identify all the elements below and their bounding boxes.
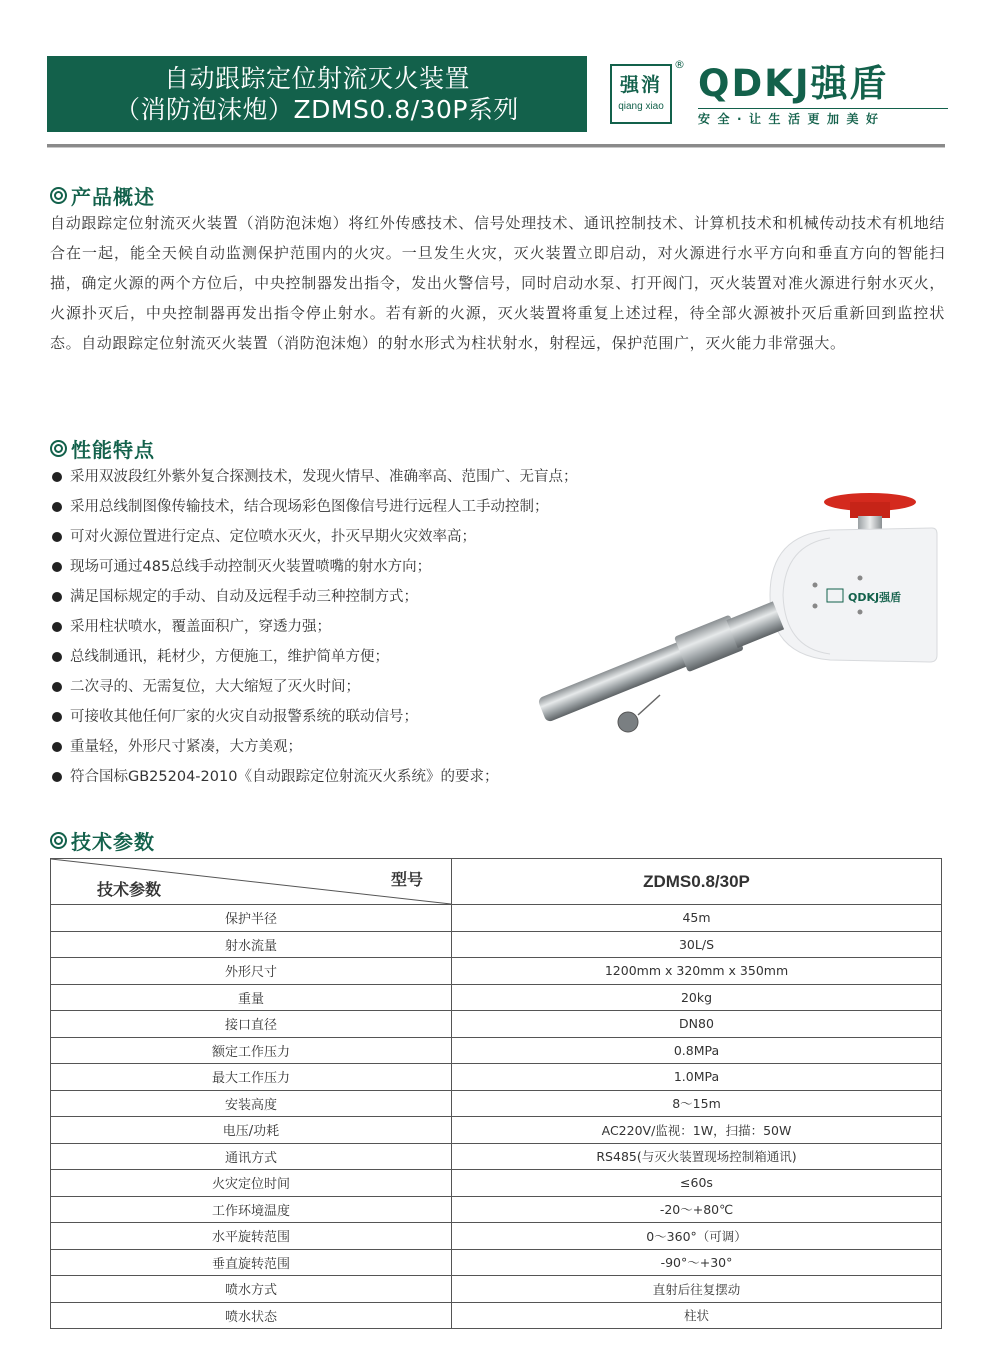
value-cell: 直射后往复摆动 xyxy=(452,1276,942,1303)
table-row xyxy=(51,1223,942,1250)
feature-item: 采用柱状喷水，覆盖面积广，穿透力强； xyxy=(52,612,552,642)
features-list xyxy=(52,462,578,792)
model-name: ZDMS0.8/30P xyxy=(643,871,750,891)
feature-item: 重量轻，外形尺寸紧凑，大方美观； xyxy=(52,732,552,762)
feature-item: 现场可通过485总线手动控制灭火装置喷嘴的射水方向； xyxy=(52,552,552,582)
section-heading-features xyxy=(50,434,155,463)
feature-item: 采用双波段红外紫外复合探测技术，发现火情早、准确率高、范围广、无盲点； xyxy=(52,462,552,492)
features-heading: 性能特点 xyxy=(71,438,155,462)
table-row xyxy=(51,931,942,958)
diagonal-header-cell xyxy=(51,859,452,905)
value-cell: 柱状 xyxy=(452,1302,942,1329)
specs-heading: 技术参数 xyxy=(71,830,155,854)
table-row xyxy=(51,1170,942,1197)
bullet-icon xyxy=(52,562,62,572)
feature-item: 采用总线制图像传输技术，结合现场彩色图像信号进行远程人工手动控制； xyxy=(52,492,552,522)
table-row xyxy=(51,1302,942,1329)
param-cell: 射水流量 xyxy=(51,931,452,958)
header-divider xyxy=(47,144,945,148)
feature-item: 符合国标GB25204-2010《自动跟踪定位射流灭火系统》的要求； xyxy=(52,762,552,792)
brand-rule xyxy=(698,108,948,109)
seal-pinyin: qiang xiao xyxy=(618,101,664,112)
value-cell: AC220V/监视：1W，扫描：50W xyxy=(452,1117,942,1144)
overview-paragraph: 自动跟踪定位射流灭火装置（消防泡沫炮）将红外传感技术、信号处理技术、通讯控制技术、计算机技术和机械传动技术有机地结合在一起，能全天候自动监测保护范围内的火灾。一旦发生火灾，灭火装置立即启动，对火源进行水平方向和垂直方向的智能扫描，确定火源的两个方位后，中央控制器发出指令，发出火警信号，同时启动水泵、打开阀门，灭火装置对准火源进行射水灭火，火源扑灭后，中央控制器再发出指令停止射水。若有新的火源，灭火装置将重复上述过程，待全部火源被扑灭后重新回到监控状态。自动跟踪定位射流灭火装置（消防泡沫炮）的射水形式为柱状射水，射程远，保护范围广，灭火能力非常强大。 xyxy=(50,214,945,352)
table-row xyxy=(51,1037,942,1064)
title-banner xyxy=(47,56,587,132)
section-heading-overview xyxy=(50,181,155,210)
param-cell: 喷水状态 xyxy=(51,1302,452,1329)
specs-header-row xyxy=(51,859,942,905)
double-circle-icon xyxy=(50,440,67,457)
table-row xyxy=(51,1117,942,1144)
table-row xyxy=(51,984,942,1011)
section-heading-specs xyxy=(50,826,155,855)
seal-chinese: 强消 xyxy=(619,74,662,96)
bullet-icon xyxy=(52,502,62,512)
value-cell: 1200mm x 320mm x 350mm xyxy=(452,958,942,985)
feature-item: 可对火源位置进行定点、定位喷水灭火，扑灭早期火灾效率高； xyxy=(52,522,552,552)
brand-wordmark: QDKJ强盾 xyxy=(698,62,889,105)
bullet-icon xyxy=(52,742,62,752)
param-cell: 工作环境温度 xyxy=(51,1196,452,1223)
brand-slogan: 安全·让生活更加美好 xyxy=(698,112,886,126)
value-cell: 8～15m xyxy=(452,1090,942,1117)
table-row xyxy=(51,1196,942,1223)
bullet-icon xyxy=(52,682,62,692)
bullet-icon xyxy=(52,472,62,482)
bullet-icon xyxy=(52,652,62,662)
bullet-icon xyxy=(52,532,62,542)
param-cell: 垂直旋转范围 xyxy=(51,1249,452,1276)
param-cell: 火灾定位时间 xyxy=(51,1170,452,1197)
value-cell: 0.8MPa xyxy=(452,1037,942,1064)
param-cell: 接口直径 xyxy=(51,1011,452,1038)
feature-item: 满足国标规定的手动、自动及远程手动三种控制方式； xyxy=(52,582,552,612)
corner-param-label: 技术参数 xyxy=(97,880,162,899)
product-image-fire-monitor xyxy=(530,490,940,750)
param-cell: 通讯方式 xyxy=(51,1143,452,1170)
param-cell: 喷水方式 xyxy=(51,1276,452,1303)
table-row xyxy=(51,1249,942,1276)
param-cell: 额定工作压力 xyxy=(51,1037,452,1064)
brand-seal xyxy=(610,64,672,124)
value-cell: ≤60s xyxy=(452,1170,942,1197)
feature-item: 二次寻的、无需复位，大大缩短了灭火时间； xyxy=(52,672,552,702)
param-cell: 水平旋转范围 xyxy=(51,1223,452,1250)
bullet-icon xyxy=(52,772,62,782)
model-header-cell xyxy=(452,859,942,905)
specs-table xyxy=(50,858,942,1329)
param-cell: 安装高度 xyxy=(51,1090,452,1117)
product-logo: QDKJ强盾 xyxy=(848,591,902,604)
value-cell: -20～+80℃ xyxy=(452,1196,942,1223)
param-cell: 重量 xyxy=(51,984,452,1011)
feature-item: 可接收其他任何厂家的火灾自动报警系统的联动信号； xyxy=(52,702,552,732)
value-cell: RS485(与灭火装置现场控制箱通讯) xyxy=(452,1143,942,1170)
value-cell: 1.0MPa xyxy=(452,1064,942,1091)
param-cell: 外形尺寸 xyxy=(51,958,452,985)
param-cell: 电压/功耗 xyxy=(51,1117,452,1144)
registered-mark: ® xyxy=(674,58,685,71)
feature-item: 总线制通讯，耗材少，方便施工，维护简单方便； xyxy=(52,642,552,672)
table-row xyxy=(51,1011,942,1038)
corner-model-label: 型号 xyxy=(390,870,423,889)
param-cell: 保护半径 xyxy=(51,905,452,932)
bullet-icon xyxy=(52,622,62,632)
param-cell: 最大工作压力 xyxy=(51,1064,452,1091)
double-circle-icon xyxy=(50,187,67,204)
value-cell: 20kg xyxy=(452,984,942,1011)
table-row xyxy=(51,905,942,932)
table-row xyxy=(51,1276,942,1303)
bullet-icon xyxy=(52,592,62,602)
overview-heading: 产品概述 xyxy=(71,185,155,209)
value-cell: 0～360°（可调） xyxy=(452,1223,942,1250)
title-line-1: 自动跟踪定位射流灭火装置 xyxy=(163,64,470,93)
bullet-icon xyxy=(52,712,62,722)
value-cell: 45m xyxy=(452,905,942,932)
brand-logo xyxy=(610,58,950,130)
value-cell: 30L/S xyxy=(452,931,942,958)
value-cell: -90°～+30° xyxy=(452,1249,942,1276)
table-row xyxy=(51,958,942,985)
double-circle-icon xyxy=(50,832,67,849)
title-line-2: （消防泡沫炮）ZDMS0.8/30P系列 xyxy=(115,95,519,124)
value-cell: DN80 xyxy=(452,1011,942,1038)
table-row xyxy=(51,1064,942,1091)
table-row xyxy=(51,1090,942,1117)
table-row xyxy=(51,1143,942,1170)
